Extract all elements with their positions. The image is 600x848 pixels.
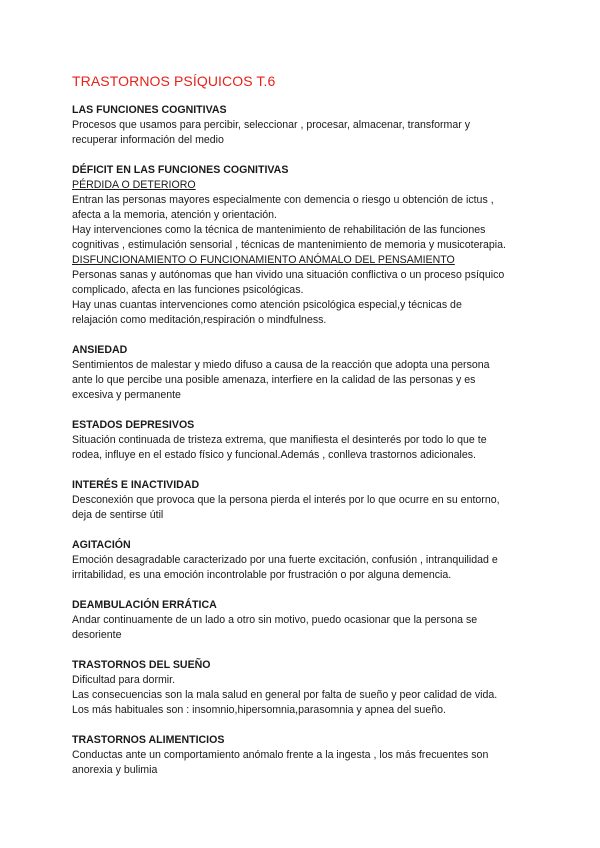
paragraph-line: Entran las personas mayores especialmente con demencia o riesgo u obtención de ictus , <box>72 194 494 206</box>
paragraph-line: Personas sanas y autónomas que han vivido una situación conflictiva o un proceso psíquico <box>72 269 505 281</box>
paragraph-line: Hay intervenciones como la técnica de mantenimiento de rehabilitación de las funciones <box>72 224 486 236</box>
section-estados-depresivos <box>72 418 532 463</box>
paragraph-line: Procesos que usamos para percibir, seleccionar , procesar, almacenar, transformar y <box>72 119 471 131</box>
paragraph-line: recuperar información del medio <box>72 134 224 146</box>
section-funciones-cognitivas <box>72 103 532 148</box>
paragraph-line: ante lo que percibe una posible amenaza, interfiere en la calidad de las personas y es <box>72 374 476 386</box>
paragraph-line: Situación continuada de tristeza extrema, que manifiesta el desinterés por todo lo que te <box>72 434 487 446</box>
section-heading: ANSIEDAD <box>72 344 128 356</box>
section-heading: LAS FUNCIONES COGNITIVAS <box>72 104 227 116</box>
section-heading: TRASTORNOS DEL SUEÑO <box>72 659 211 671</box>
document-title: TRASTORNOS PSÍQUICOS T.6 <box>72 73 276 89</box>
subheading: PÉRDIDA O DETERIORO <box>72 179 196 191</box>
document-body <box>72 103 532 793</box>
section-trastornos-sueno <box>72 658 532 718</box>
paragraph-line: Conductas ante un comportamiento anómalo frente a la ingesta , los más frecuentes son <box>72 749 489 761</box>
section-trastornos-alimenticios <box>72 733 532 778</box>
paragraph-line: desoriente <box>72 629 122 641</box>
paragraph-line: cognitivas , estimulación sensorial , técnicas de mantenimiento de memoria y musicoterapia. <box>72 239 506 251</box>
paragraph-line: Dificultad para dormir. <box>72 674 176 686</box>
section-agitacion <box>72 538 532 583</box>
paragraph-line: irritabilidad, es una emoción incontrolable por frustración o por alguna demencia. <box>72 569 452 581</box>
section-interes-inactividad <box>72 478 532 523</box>
paragraph-line: rodea, influye en el estado físico y funcional.Además , conlleva trastornos adicionales. <box>72 449 476 461</box>
paragraph-line: Andar continuamente de un lado a otro sin motivo, puedo ocasionar que la persona se <box>72 614 478 626</box>
paragraph-line: complicado, afecta en las funciones psicológicas. <box>72 284 304 296</box>
section-heading: DEAMBULACIÓN ERRÁTICA <box>72 599 217 611</box>
section-heading: DÉFICIT EN LAS FUNCIONES COGNITIVAS <box>72 164 289 176</box>
paragraph-line: Sentimientos de malestar y miedo difuso a causa de la reacción que adopta una persona <box>72 359 490 371</box>
paragraph-line: anorexia y bulimia <box>72 764 158 776</box>
section-heading: AGITACIÓN <box>72 539 131 551</box>
paragraph-line: Los más habituales son : insomnio,hipersomnia,parasomnia y apnea del sueño. <box>72 704 446 716</box>
section-deficit <box>72 163 532 328</box>
paragraph-line: deja de sentirse útil <box>72 509 164 521</box>
subheading: DISFUNCIONAMIENTO O FUNCIONAMIENTO ANÓMALO DEL PENSAMIENTO <box>72 254 455 266</box>
section-deambulacion <box>72 598 532 643</box>
paragraph-line: Emoción desagradable caracterizado por una fuerte excitación, confusión , intranquilidad e <box>72 554 498 566</box>
paragraph-line: Las consecuencias son la mala salud en general por falta de sueño y peor calidad de vida. <box>72 689 498 701</box>
paragraph-line: relajación como meditación,respiración o mindfulness. <box>72 314 327 326</box>
section-heading: TRASTORNOS ALIMENTICIOS <box>72 734 225 746</box>
paragraph-line: afecta a la memoria, atención y orientación. <box>72 209 277 221</box>
section-ansiedad <box>72 343 532 403</box>
paragraph-line: Desconexión que provoca que la persona pierda el interés por lo que ocurre en su entorno, <box>72 494 500 506</box>
paragraph-line: Hay unas cuantas intervenciones como atención psicológica especial,y técnicas de <box>72 299 462 311</box>
section-heading: ESTADOS DEPRESIVOS <box>72 419 195 431</box>
section-heading: INTERÉS E INACTIVIDAD <box>72 479 200 491</box>
paragraph-line: excesiva y permanente <box>72 389 181 401</box>
